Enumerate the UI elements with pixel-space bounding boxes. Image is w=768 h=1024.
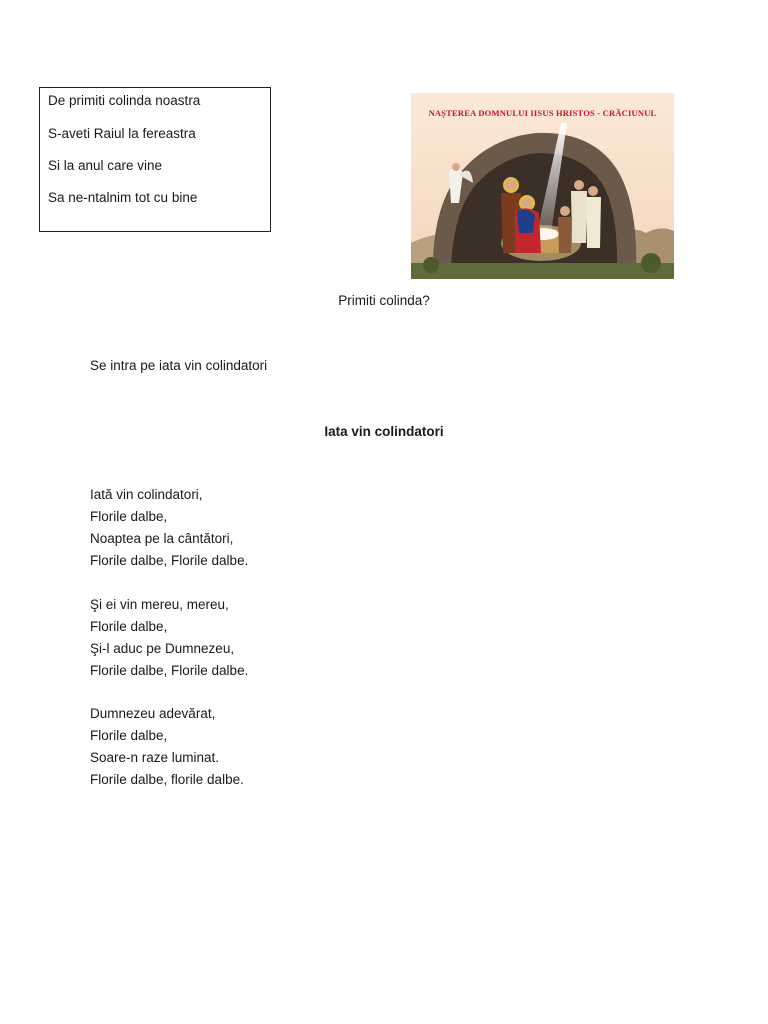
image-caption: Primiti colinda? bbox=[338, 293, 430, 308]
stanza-line: Dumnezeu adevărat, bbox=[90, 706, 216, 721]
verse-box-line: Sa ne-ntalnim tot cu bine bbox=[48, 190, 198, 205]
verse-box-line: Si la anul care vine bbox=[48, 158, 163, 173]
stanza bbox=[90, 484, 248, 572]
stanza-line: Şi-l aduc pe Dumnezeu, bbox=[90, 641, 235, 656]
stanza bbox=[90, 594, 248, 682]
stanza-line: Florile dalbe, florile dalbe. bbox=[90, 772, 244, 787]
intro-line: Se intra pe iata vin colindatori bbox=[90, 358, 268, 373]
verse-box-line: De primiti colinda noastra bbox=[48, 93, 201, 108]
stanza-line: Florile dalbe, Florile dalbe. bbox=[90, 553, 249, 568]
stanza-line: Iată vin colindatori, bbox=[90, 487, 203, 502]
nativity-image bbox=[411, 93, 674, 279]
verse-box bbox=[39, 87, 271, 232]
stanza-line: Florile dalbe, bbox=[90, 728, 168, 743]
stanza bbox=[90, 703, 244, 791]
stanza-line: Soare-n raze luminat. bbox=[90, 750, 220, 765]
stanza-line: Florile dalbe, bbox=[90, 509, 168, 524]
image-title: NAȘTEREA DOMNULUI IISUS HRISTOS - CRĂCIUNUL bbox=[428, 108, 657, 118]
verse-box-line: S-aveti Raiul la fereastra bbox=[48, 126, 196, 141]
nativity-illustration bbox=[411, 93, 674, 279]
song-title: Iata vin colindatori bbox=[324, 424, 444, 439]
stanza-line: Florile dalbe, Florile dalbe. bbox=[90, 663, 249, 678]
stanza-line: Şi ei vin mereu, mereu, bbox=[90, 597, 229, 612]
stanza-line: Noaptea pe la cântători, bbox=[90, 531, 234, 546]
stanza-line: Florile dalbe, bbox=[90, 619, 168, 634]
